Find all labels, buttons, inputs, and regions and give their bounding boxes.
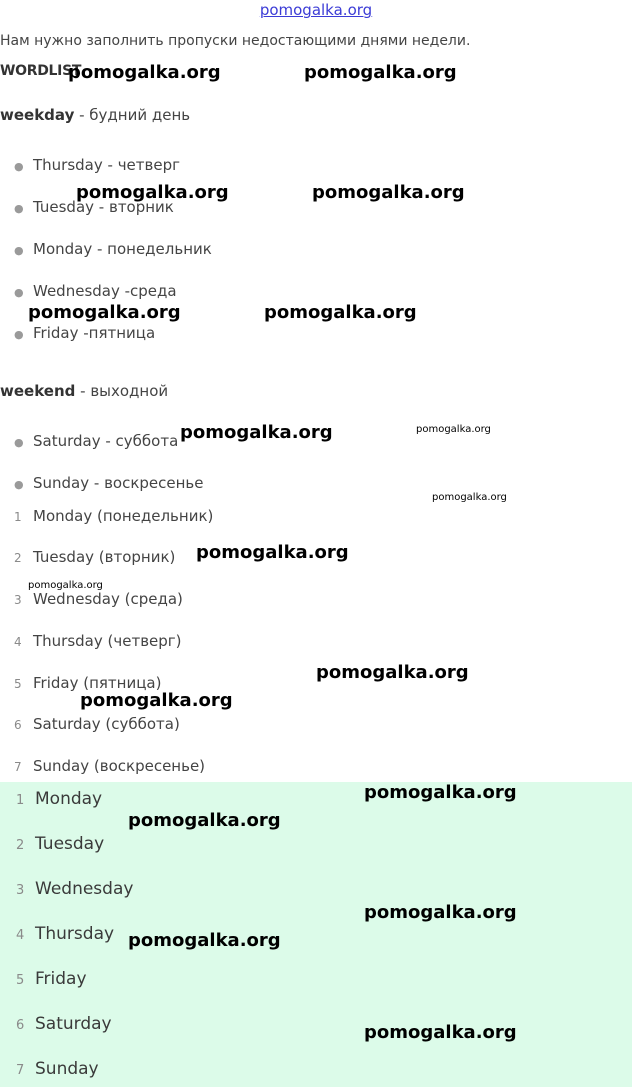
list-item [14,240,212,258]
numbered-item [14,507,213,525]
numbered-item [14,632,182,650]
watermark: pomogalka.org [80,690,233,711]
list-item-text: Saturday - суббота [33,432,179,450]
item-text: Tuesday (вторник) [33,548,176,566]
list-item-text: Tuesday - вторник [33,198,174,216]
top-watermark-link[interactable]: pomogalka.org [259,1,373,19]
answer-item [16,969,87,989]
watermark: pomogalka.org [196,542,349,563]
answer-item [16,834,104,854]
watermark: pomogalka.org [364,902,517,923]
item-number: 1 [16,793,25,808]
item-text: Friday (пятница) [33,674,162,692]
item-text: Saturday [35,1014,112,1034]
item-text: Monday (понедельник) [33,507,214,525]
answer-item [16,924,114,944]
item-number: 4 [16,928,25,943]
item-number: 4 [14,635,22,649]
item-text: Sunday (воскресенье) [33,757,206,775]
watermark: pomogalka.org [68,62,221,83]
watermark: pomogalka.org [364,1022,517,1043]
list-item-text: Sunday - воскресенье [33,474,204,492]
item-text: Saturday (суббота) [33,715,180,733]
watermark: pomogalka.org [364,782,517,803]
item-text: Thursday [35,924,115,944]
weekend-translation: - выходной [75,382,169,400]
instruction-text: Нам нужно заполнить пропуски недостающими днями недели. [0,33,471,49]
watermark: pomogalka.org [76,182,229,203]
numbered-item [14,548,175,566]
watermark: pomogalka.org [28,580,103,591]
watermark: pomogalka.org [304,62,457,83]
item-number: 2 [16,838,25,853]
item-number: 7 [14,760,22,774]
bullet-icon: ● [14,478,24,491]
numbered-item [14,715,180,733]
item-text: Thursday (четверг) [33,632,182,650]
list-item [14,474,204,492]
bullet-icon: ● [14,436,24,449]
bullet-icon: ● [14,328,24,341]
item-number: 6 [16,1018,25,1033]
bullet-icon: ● [14,202,24,215]
watermark: pomogalka.org [432,492,507,503]
numbered-item [14,590,183,608]
item-number: 3 [16,883,25,898]
numbered-item [14,757,205,775]
weekday-term: weekday [0,106,75,124]
wordlist-label: WORDLIST [0,63,82,79]
watermark: pomogalka.org [264,302,417,323]
item-number: 2 [14,551,22,565]
list-item [14,432,178,450]
answer-item [16,1059,99,1079]
bullet-icon: ● [14,244,24,257]
bullet-icon: ● [14,286,24,299]
list-item-text: Wednesday -среда [33,282,177,300]
watermark: pomogalka.org [28,302,181,323]
item-text: Monday [35,789,103,809]
watermark: pomogalka.org [416,424,491,435]
list-item-text: Monday - понедельник [33,240,212,258]
answer-item [16,789,102,809]
item-number: 5 [14,677,22,691]
list-item-text: Friday -пятница [33,324,156,342]
item-text: Wednesday (среда) [33,590,183,608]
watermark: pomogalka.org [316,662,469,683]
bullet-icon: ● [14,160,24,173]
item-text: Sunday [35,1059,99,1079]
weekend-heading [0,382,168,400]
item-number: 7 [16,1063,25,1078]
item-number: 1 [14,510,22,524]
weekend-term: weekend [0,382,76,400]
item-number: 3 [14,593,22,607]
watermark: pomogalka.org [128,810,281,831]
weekday-heading [0,106,190,124]
watermark: pomogalka.org [180,422,333,443]
item-number: 5 [16,973,25,988]
watermark: pomogalka.org [312,182,465,203]
answer-item [16,1014,112,1034]
weekday-translation: - будний день [74,106,191,124]
item-number: 6 [14,718,22,732]
list-item [14,282,177,300]
item-text: Wednesday [35,879,134,899]
list-item [14,156,180,174]
item-text: Friday [35,969,87,989]
item-text: Tuesday [35,834,105,854]
watermark: pomogalka.org [128,930,281,951]
list-item [14,324,155,342]
list-item-text: Thursday - четверг [33,156,180,174]
answer-item [16,879,133,899]
